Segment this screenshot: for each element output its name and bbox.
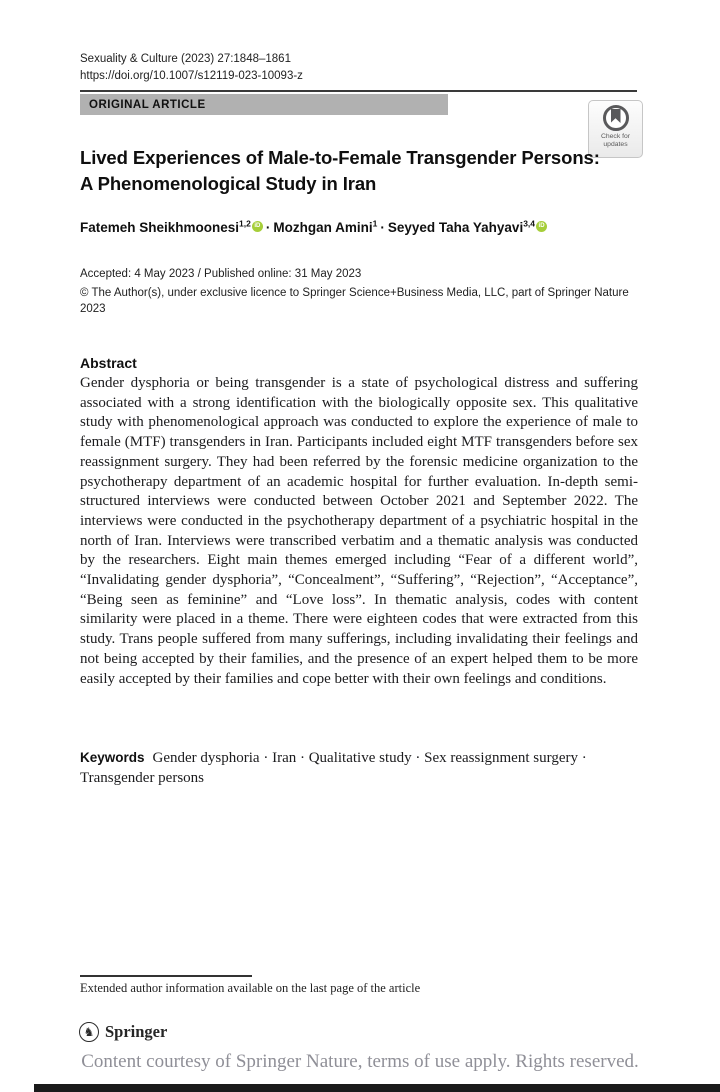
content-courtesy-watermark: Content courtesy of Springer Nature, terms of use apply. Rights reserved. bbox=[81, 1051, 639, 1072]
keywords-block bbox=[80, 748, 628, 788]
footnote-rule bbox=[80, 975, 252, 977]
springer-wordmark: Springer bbox=[105, 1022, 168, 1041]
check-updates-label-line2: updates bbox=[603, 141, 628, 148]
author-name: Fatemeh Sheikhmoonesi bbox=[80, 220, 240, 235]
bookmark-icon bbox=[611, 109, 621, 123]
journal-header bbox=[80, 51, 303, 85]
author-name: Mozhgan Amini bbox=[273, 220, 373, 235]
copyright-notice: © The Author(s), under exclusive licence to Springer Science+Business Media, LLC, part of Springer Nature 2023 bbox=[80, 287, 629, 315]
accepted-published-dates: Accepted: 4 May 2023 / Published online: 31 May 2023 bbox=[80, 268, 362, 280]
keywords-label: Keywords bbox=[80, 750, 145, 765]
author-affiliation-sup: 1 bbox=[372, 218, 378, 229]
check-updates-label-line1: Check for bbox=[600, 133, 631, 140]
author-affiliation-sup: 3,4 bbox=[523, 218, 536, 229]
abstract-body: Gender dysphoria or being transgender is a state of psychological distress and suffering associated with a strong identification with the biologically opposite sex. This qualitative study with phenomenological approach was conducted to explore the experience of male to female (MTF) transgenders in Iran. Participants included eight MTF transgenders before sex reassignment surgery. They had been referred by the forensic medicine organization to the psychotherapy department of an academic hospital for further evaluation. In-depth semi-structured interviews were conducted between October 2021 and September 2022. The interviews were conducted in the psychotherapy department of a psychiatric hospital in the north of Iran. Interviews were transcribed verbatim and a thematic analysis was conducted by the researchers. Eight main themes emerged including “Fear of a different world”, “Invalidating gender dysphoria”, “Concealment”, “Suffering”, “Rejection”, “Acceptance”, “Being seen as feminine” and “Love loss”. In thematic analysis, codes with content similarity were placed in a theme. There were eighteen codes that were extracted from this study. Trans people suffered from many sufferings, including invalidating their feelings and not being accepted by their families, and the presence of an expert helped them to be more easily accepted by their families and cope better with their own feelings and conditions. bbox=[80, 375, 638, 687]
author-separator: · bbox=[380, 220, 385, 235]
article-title-line2: A Phenomenological Study in Iran bbox=[80, 172, 377, 194]
springer-knight-icon: ♞ bbox=[79, 1022, 99, 1042]
article-title bbox=[80, 145, 645, 196]
abstract-heading: Abstract bbox=[80, 355, 137, 371]
header-rule bbox=[80, 90, 637, 92]
author-name: Seyyed Taha Yahyavi bbox=[387, 220, 524, 235]
scan-artifact-bar bbox=[34, 1084, 720, 1092]
keywords-list: Gender dysphoria · Iran · Qualitative study · Sex reassignment surgery · Transgender persons bbox=[80, 750, 587, 786]
orcid-icon[interactable]: iD bbox=[536, 221, 547, 232]
author-affiliation-sup: 1,2 bbox=[239, 218, 251, 229]
article-type-banner: ORIGINAL ARTICLE bbox=[80, 94, 448, 115]
journal-citation: Sexuality & Culture (2023) 27:1848–1861 bbox=[80, 53, 291, 65]
springer-logo bbox=[79, 1022, 167, 1042]
extended-author-footnote: Extended author information available on the last page of the article bbox=[80, 981, 421, 995]
doi-link[interactable]: https://doi.org/10.1007/s12119-023-10093-z bbox=[80, 70, 303, 82]
crossmark-icon bbox=[603, 105, 629, 131]
author-line bbox=[80, 220, 640, 235]
article-title-line1: Lived Experiences of Male-to-Female Transgender Persons: bbox=[80, 147, 600, 168]
author-separator: · bbox=[265, 220, 271, 235]
orcid-icon[interactable]: iD bbox=[252, 221, 263, 232]
